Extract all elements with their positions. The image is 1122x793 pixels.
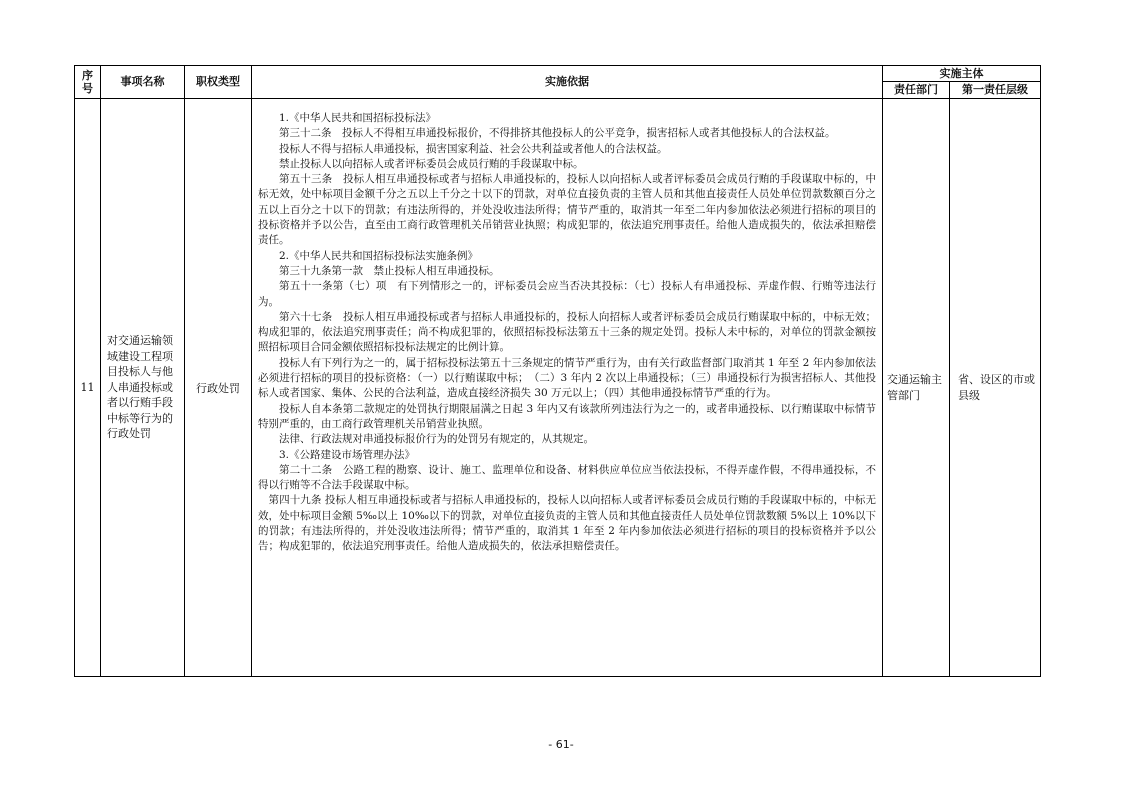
basis-paragraph: 第二十二条 公路工程的勘察、设计、施工、监理单位和设备、材料供应单位应当依法投标，不得弄虚作假，不得串通投标，不得以行贿等不合法手段谋取中标。 (258, 463, 876, 492)
power-list-table (74, 65, 1041, 677)
basis-paragraph: 第四十九条 投标人相互串通投标或者与招标人串通投标的，投标人以向招标人或者评标委员会成员行贿的手段谋取中标的，中标无效，处中标项目金额 5‰以上 10‰以下的罚款，对单位直接负责的主管人员和其他直接责任人员处单位罚款数额 5%以上 10%以下的罚款；有违法所得的，并处没收违法所得；情节严重的，取消其 1 年至 2 年内参加依法必须进行招标的项目的投标资格并予以公告；构成犯罪的，依法追究刑事责任。给他人造成损失的，依法承担赔偿责任。 (258, 494, 876, 553)
row-item-name: 对交通运输领域建设工程项目投标人与他人串通投标或者以行贿手段中标等行为的行政处罚 (101, 99, 185, 677)
basis-paragraph: 1.《中华人民共和国招标投标法》 (279, 112, 437, 124)
header-subject: 实施主体 (883, 66, 1041, 82)
row-power-type: 行政处罚 (185, 99, 252, 677)
header-item-name: 事项名称 (101, 66, 185, 99)
row-level: 省、设区的市或县级 (950, 99, 1041, 677)
basis-paragraph: 禁止投标人以向招标人或者评标委员会成员行贿的手段谋取中标。 (279, 157, 584, 170)
header-seq: 序号 (75, 66, 101, 99)
table-row (75, 99, 1041, 677)
row-dept: 交通运输主管部门 (883, 99, 950, 677)
basis-paragraph: 第五十三条 投标人相互串通投标或者与招标人串通投标的，投标人以向招标人或者评标委员会成员行贿的手段谋取中标的，中标无效，处中标项目金额千分之五以上千分之十以下的罚款，对单位直接负责的主管人员和其他直接责任人员处单位罚款数额百分之五以上百分之十以下的罚款；有违法所得的，并处没收违法所得；情节严重的，取消其一年至二年内参加依法必须进行招标的项目的投标资格并予以公告，直至由工商行政管理机关吊销营业执照；构成犯罪的，依法追究刑事责任。给他人造成损失的，依法承担赔偿责任。 (258, 173, 876, 247)
basis-paragraph: 第五十一条第（七）项 有下列情形之一的，评标委员会应当否决其投标：（七）投标人有串通投标、弄虚作假、行贿等违法行为。 (258, 280, 876, 308)
basis-paragraph: 第三十二条 投标人不得相互串通投标报价，不得排挤其他投标人的公平竞争，损害招标人或者其他投标人的合法权益。 (279, 127, 836, 140)
basis-paragraph: 投标人有下列行为之一的，属于招标投标法第五十三条规定的情节严重行为，由有关行政监督部门取消其 1 年至 2 年内参加依法必须进行招标的项目的投标资格：（一）以行贿谋取中标； （二）3 年内 2 次以上串通投标；（三）串通投标行为损害招标人、其他投标人或者国家、集体、公民的合法利益，造成直接经济损失 30 万元以上；（四）其他串通投标情节严重的行为。 (258, 356, 876, 400)
header-power-type: 职权类型 (185, 66, 252, 99)
basis-paragraph: 2.《中华人民共和国招标投标法实施条例》 (279, 249, 479, 262)
basis-paragraph: 投标人不得与招标人串通投标，损害国家利益、社会公共利益或者他人的合法权益。 (279, 142, 668, 155)
basis-paragraph: 第六十七条 投标人相互串通投标或者与招标人串通投标的，投标人向招标人或者评标委员会成员行贿谋取中标的，中标无效；构成犯罪的，依法追究刑事责任；尚不构成犯罪的，依照招标投标法第五十三条的规定处罚。投标人未中标的，对单位的罚款金额按照招标项目合同金额依照招标投标法规定的比例计算。 (258, 310, 876, 354)
header-dept: 责任部门 (883, 82, 950, 99)
header-basis: 实施依据 (252, 66, 883, 99)
basis-paragraph: 法律、行政法规对串通投标报价行为的处罚另有规定的，从其规定。 (279, 433, 594, 446)
row-seq: 11 (75, 99, 101, 677)
basis-paragraph: 3.《公路建设市场管理办法》 (279, 448, 416, 461)
basis-paragraph: 第三十九条第一款 禁止投标人相互串通投标。 (279, 264, 500, 277)
basis-paragraph: 投标人自本条第二款规定的处罚执行期限届满之日起 3 年内又有该款所列违法行为之一的，或者串通投标、以行贿谋取中标情节特别严重的，由工商行政管理机关吊销营业执照。 (258, 402, 876, 430)
row-basis (252, 99, 883, 677)
header-level: 第一责任层级 (950, 82, 1041, 99)
page-number: - 61- (548, 738, 574, 751)
